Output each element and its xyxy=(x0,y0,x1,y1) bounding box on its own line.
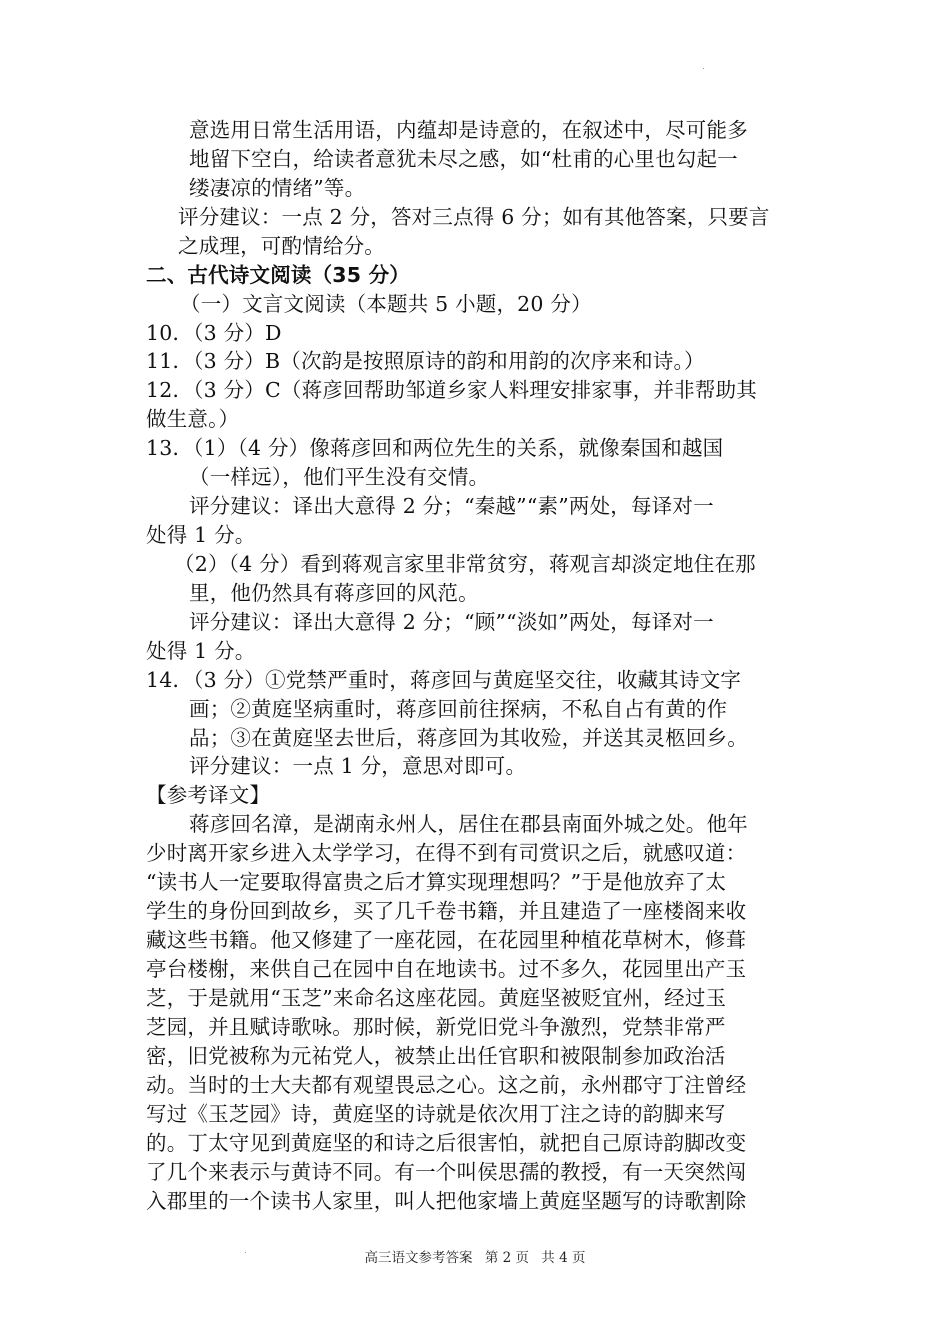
translation-line: 学生的身份回到故乡，买了几千卷书籍，并且建造了一座楼阁来收 xyxy=(146,899,747,923)
scoring-note-line-2: 之成理，可酌情给分。 xyxy=(178,234,385,258)
answer-q10: 10．（3 分）D xyxy=(146,321,282,345)
answer-q12-line-2: 做生意。） xyxy=(146,407,240,431)
answer-q11: 11．（3 分）B（次韵是按照原诗的韵和用韵的次序来和诗。） xyxy=(146,349,705,373)
scoring-note-line-1: 评分建议：一点 2 分，答对三点得 6 分；如有其他答案，只要言 xyxy=(178,205,770,229)
translation-line: 密，旧党被称为元祐党人，被禁止出任官职和被限制参加政治活 xyxy=(146,1044,726,1068)
page-footer xyxy=(0,1249,950,1267)
translation-line: “读书人一定要取得富贵之后才算实现理想吗？”于是他放弃了太 xyxy=(146,870,727,894)
translation-line: 蒋彦回名漳，是湖南永州人，居住在郡县南面外城之处。他年 xyxy=(189,812,748,836)
answer-q14-line-3: 品；③在黄庭坚去世后，蒋彦回为其收殓，并送其灵柩回乡。 xyxy=(189,726,748,750)
answer-q13-1-line-2: （一样远），他们平生没有交情。 xyxy=(189,465,490,489)
scan-speck xyxy=(703,68,704,69)
footer-page-number: 第 2 页 xyxy=(484,1250,529,1266)
answer-q14-line-2: 画；②黄庭坚病重时，蒋彦回前往探病，不私自占有黄的作 xyxy=(189,697,728,721)
answer-q13-1-line-1: 13．（1）（4 分）像蒋彦回和两位先生的关系，就像秦国和越国 xyxy=(146,436,724,460)
answer-q14-line-1: 14．（3 分）①党禁严重时，蒋彦回与黄庭坚交往，收藏其诗文字 xyxy=(146,668,742,692)
scan-speck xyxy=(245,1252,246,1253)
translation-heading: 【参考译文】 xyxy=(146,783,271,807)
scoring-q14: 评分建议：一点 1 分，意思对即可。 xyxy=(189,754,527,778)
answer-continuation-line-1: 意选用日常生活用语，内蕴却是诗意的，在叙述中，尽可能多 xyxy=(189,118,748,142)
scoring-q13-2-line-1: 评分建议：译出大意得 2 分；“顾”“淡如”两处，每译对一 xyxy=(189,610,714,634)
answer-q12-line-1: 12．（3 分）C（蒋彦回帮助邹道乡家人料理安排家事，并非帮助其 xyxy=(146,378,757,402)
answer-continuation-line-3: 缕凄凉的情绪”等。 xyxy=(189,176,366,200)
translation-line: 的。丁太守见到黄庭坚的和诗之后很害怕，就把自己原诗韵脚改变 xyxy=(146,1131,747,1155)
footer-total-pages: 共 4 页 xyxy=(541,1250,586,1266)
translation-line: 亭台楼榭，来供自己在园中自在地读书。过不多久，花园里出产玉 xyxy=(146,957,747,981)
scoring-q13-1-line-2: 处得 1 分。 xyxy=(146,523,256,547)
section-title: 二、古代诗文阅读（35 分） xyxy=(146,263,410,287)
translation-line: 芝园，并且赋诗歌咏。那时候，新党旧党斗争激烈，党禁非常严 xyxy=(146,1015,726,1039)
translation-line: 少时离开家乡进入太学学习，在得不到有司赏识之后，就感叹道： xyxy=(146,841,747,865)
scoring-q13-2-line-2: 处得 1 分。 xyxy=(146,639,256,663)
footer-doc-title: 高三语文参考答案 xyxy=(364,1250,473,1266)
answer-q13-2-line-2: 里，他仍然具有蒋彦回的风范。 xyxy=(189,581,479,605)
translation-line: 动。当时的士大夫都有观望畏忌之心。这之前，永州郡守丁注曾经 xyxy=(146,1073,747,1097)
translation-line: 写过《玉芝园》诗，黄庭坚的诗就是依次用丁注之诗的韵脚来写 xyxy=(146,1102,726,1126)
answer-continuation-line-2: 地留下空白，给读者意犹未尽之感，如“杜甫的心里也勾起一 xyxy=(189,147,738,171)
translation-line: 藏这些书籍。他又修建了一座花园，在花园里种植花草树木，修葺 xyxy=(146,928,747,952)
translation-line: 芝，于是就用“玉芝”来命名这座花园。黄庭坚被贬宜州，经过玉 xyxy=(146,986,727,1010)
subsection-title: （一）文言文阅读（本题共 5 小题，20 分） xyxy=(180,292,592,316)
translation-line: 了几个来表示与黄诗不同。有一个叫侯思孺的教授，有一天突然闯 xyxy=(146,1160,747,1184)
scoring-q13-1-line-1: 评分建议：译出大意得 2 分；“秦越”“素”两处，每译对一 xyxy=(189,494,714,518)
answer-q13-2-line-1: （2）（4 分）看到蒋观言家里非常贫穷，蒋观言却淡定地住在那 xyxy=(174,552,756,576)
translation-line: 入郡里的一个读书人家里，叫人把他家墙上黄庭坚题写的诗歌割除 xyxy=(146,1189,747,1213)
